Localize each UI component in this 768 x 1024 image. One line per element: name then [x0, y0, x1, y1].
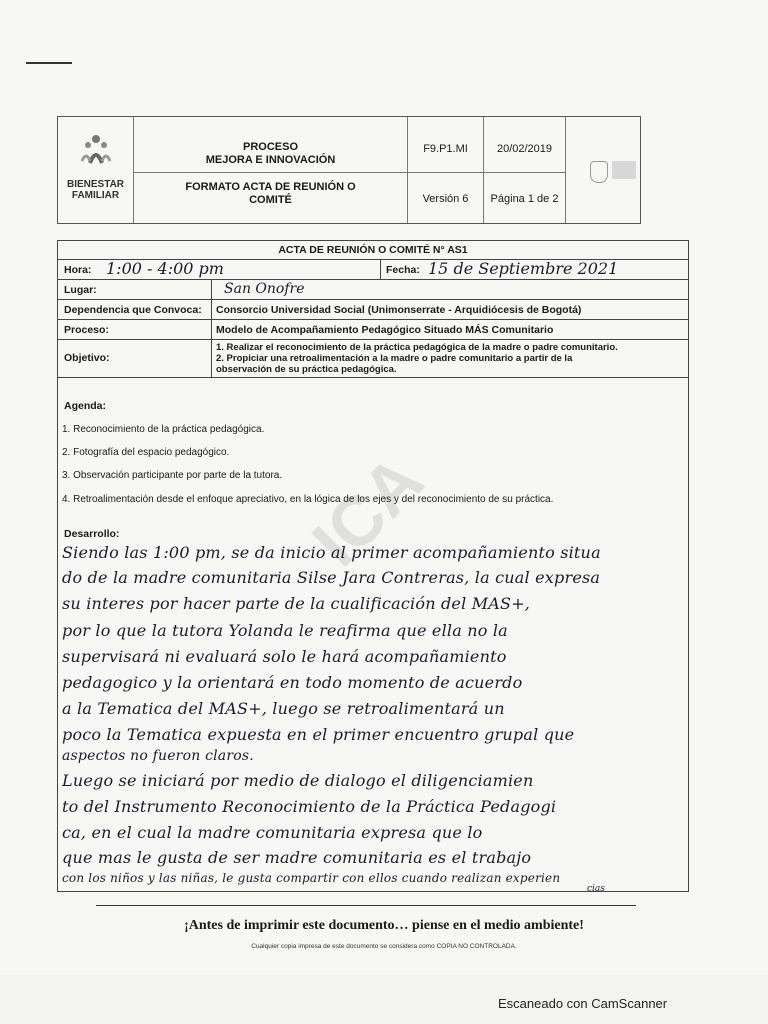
- objetivo-2b: observación de su práctica pedagógica.: [216, 364, 397, 375]
- handwritten-line: por lo que la tutora Yolanda le reafirma que ella no la: [62, 621, 508, 640]
- logo-cell: [58, 117, 134, 223]
- hora-value: 1:00 - 4:00 pm: [106, 259, 224, 278]
- agenda-item: 3. Observación participante por parte de la tutora.: [62, 470, 283, 481]
- handwritten-line: supervisará ni evaluará solo le hará acompañamiento: [62, 647, 507, 666]
- code-cell: [408, 117, 484, 223]
- hora-row: [58, 260, 688, 280]
- footer-divider: [96, 905, 636, 906]
- process-cell: [134, 117, 408, 223]
- objetivo-label: Objetivo:: [64, 352, 110, 364]
- handwritten-line: ca, en el cual la madre comunitaria expresa que lo: [62, 823, 483, 842]
- process-title: PROCESO: [242, 141, 298, 153]
- handwritten-line: con los niños y las niñas, le gusta compartir con ellos cuando realizan experien: [62, 871, 561, 885]
- document-date: 20/02/2019: [496, 143, 553, 155]
- objetivo-2a: 2. Propiciar una retroalimentación a la madre o padre comunitario a partir de la: [216, 353, 573, 364]
- pen-mark: [26, 62, 72, 64]
- lugar-label: Lugar:: [64, 284, 97, 296]
- dependencia-value: Consorcio Universidad Social (Unimonserrate - Arquidiócesis de Bogotá): [216, 304, 582, 316]
- proceso-label: Proceso:: [64, 324, 109, 336]
- document-code: F9.P1.MI: [423, 143, 468, 155]
- handwritten-line: Siendo las 1:00 pm, se da inicio al primer acompañamiento situa: [62, 543, 601, 562]
- form-title: ACTA DE REUNIÓN O COMITÉ N° AS1: [278, 244, 468, 256]
- form-title-row: [58, 241, 688, 260]
- version: Versión 6: [422, 193, 469, 205]
- proceso-value: Modelo de Acompañamiento Pedagógico Situado MÁS Comunitario: [216, 324, 554, 336]
- agenda-item: 4. Retroalimentación desde el enfoque apreciativo, en la lógica de los ejes y del reconocimiento de su práctica.: [62, 494, 554, 505]
- handwritten-continuation: cias: [587, 884, 605, 894]
- colombia-seal-icon: [590, 161, 608, 183]
- lugar-row: [58, 280, 688, 300]
- handwritten-line: Luego se iniciará por medio de dialogo el diligenciamien: [62, 771, 534, 790]
- handwritten-line: que mas le gusta de ser madre comunitaria es el trabajo: [62, 848, 532, 867]
- faded-logo-icon: [612, 161, 636, 179]
- logo-text: BIENESTAR FAMILIAR: [66, 179, 125, 201]
- desarrollo-label: Desarrollo:: [64, 528, 120, 540]
- watermark-icon: ICA: [297, 440, 438, 581]
- objetivo-1: 1. Realizar el reconocimiento de la práctica pedagógica de la madre o padre comunitario.: [216, 342, 618, 353]
- scanner-watermark: Escaneado con CamScanner: [498, 996, 668, 1011]
- process-name: MEJORA E INNOVACIÓN: [205, 154, 336, 166]
- dependencia-row: [58, 300, 688, 320]
- hora-label: Hora:: [64, 264, 92, 276]
- fecha-label: Fecha:: [386, 264, 420, 276]
- handwritten-line: aspectos no fueron claros.: [62, 748, 254, 764]
- fecha-value: 15 de Septiembre 2021: [428, 259, 619, 278]
- format-title: FORMATO ACTA DE REUNIÓN O COMITÉ: [185, 181, 356, 206]
- proceso-row: [58, 320, 688, 340]
- handwritten-line: pedagogico y la orientará en todo momento de acuerdo: [62, 673, 523, 692]
- agenda-item: 2. Fotografía del espacio pedagógico.: [62, 447, 230, 458]
- lugar-value: San Onofre: [224, 281, 305, 297]
- footer-copy-note: Cualquier copia impresa de este documento se considera como COPIA NO CONTROLADA.: [251, 943, 517, 950]
- handwritten-line: su interes por hacer parte de la cualificación del MAS+,: [62, 594, 531, 613]
- government-logo-cell: [566, 117, 640, 223]
- meeting-form: [57, 240, 689, 892]
- bienestar-logo-icon: [76, 133, 116, 169]
- date-cell: [484, 117, 566, 223]
- handwritten-line: do de la madre comunitaria Silse Jara Contreras, la cual expresa: [62, 568, 601, 587]
- page-number: Página 1 de 2: [490, 193, 559, 205]
- handwritten-line: a la Tematica del MAS+, luego se retroalimentará un: [62, 699, 505, 718]
- dependencia-label: Dependencia que Convoca:: [64, 304, 202, 316]
- handwritten-line: to del Instrumento Reconocimiento de la Práctica Pedagogi: [62, 797, 557, 816]
- agenda-item: 1. Reconocimiento de la práctica pedagógica.: [62, 424, 265, 435]
- agenda-label: Agenda:: [64, 400, 106, 412]
- desarrollo-text: [62, 541, 686, 891]
- document-header: [57, 116, 641, 224]
- objetivo-row: [58, 340, 688, 378]
- handwritten-line: poco la Tematica expuesta en el primer encuentro grupal que: [62, 725, 575, 744]
- footer-notice: ¡Antes de imprimir este documento… piense en el medio ambiente!: [184, 918, 584, 933]
